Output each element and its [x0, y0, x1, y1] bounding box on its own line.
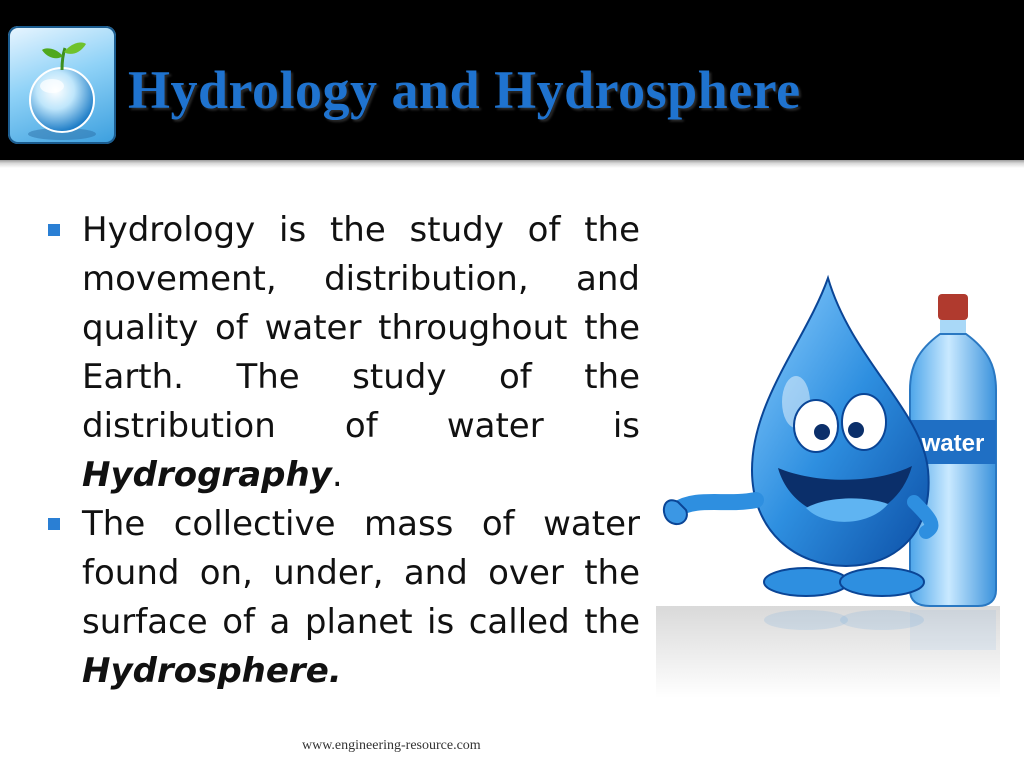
water-drop-character — [664, 278, 931, 596]
bullet-suffix: . — [331, 455, 343, 495]
globe-sprout-icon — [8, 26, 116, 144]
bullet-emphasis: Hydrosphere. — [82, 651, 342, 691]
header-divider — [0, 160, 1024, 168]
footer-url: www.engineering-resource.com — [302, 738, 481, 753]
bullet-text: Hydrology is the study of the movement, distribution, and quality of water throughout the Earth. The study of the distribution of water is — [82, 210, 640, 446]
bullet-item-hydrology — [48, 206, 640, 500]
slide-title: Hydrology and Hydrosphere — [128, 60, 801, 120]
water-drop-mascot-illustration — [656, 270, 1000, 698]
bullet-list — [48, 206, 640, 696]
bullet-text: The collective mass of water found on, under, and over the surface of a planet is called the — [82, 504, 640, 642]
bullet-emphasis: Hydrography — [82, 455, 332, 495]
square-bullet-icon — [48, 224, 60, 236]
bottle-label: water — [921, 430, 985, 457]
square-bullet-icon — [48, 518, 60, 530]
bullet-item-hydrosphere — [48, 500, 640, 696]
